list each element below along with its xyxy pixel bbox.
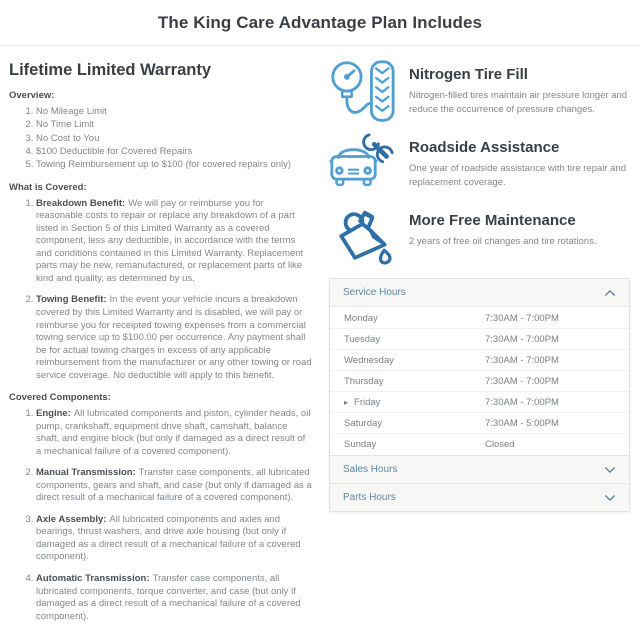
today-marker-icon: ▸ — [344, 397, 349, 407]
list-item — [36, 514, 312, 564]
day-label: Tuesday — [344, 333, 381, 345]
hours-row — [330, 413, 629, 434]
components-list — [9, 408, 312, 623]
item-text: Transfer case components, all lubricated components, gears and shaft, and case (but only if damaged as a direct result of a mechanical failure of a covered component). — [36, 467, 312, 504]
feature-text — [409, 59, 630, 125]
time-value: 7:30AM - 7:00PM — [485, 354, 559, 366]
item-term: Towing Benefit: — [36, 294, 107, 306]
item-text: We will pay or reimburse you for reasonable costs to repair or replace any breakdown of a part listed in Section 5 of this Limited Warranty as a covered component, less any deductible, in accordance with the terms and conditions contained in this Limited Warranty. Replacement parts may be new, remanufactured, or replacement parts of like kind and quality, as determined by us. — [36, 197, 304, 284]
item-term: Manual Transmission: — [36, 467, 136, 479]
list-item — [36, 294, 312, 382]
list-item: 2. No Time Limit — [36, 119, 312, 131]
feature-description: Nitrogen-filled tires maintain air pressure longer and reduce the occurrence of pressure changes. — [409, 90, 628, 116]
feature-heading: Roadside Assistance — [409, 139, 560, 156]
day-label: Monday — [344, 312, 378, 324]
feature-description: 2 years of free oil changes and tire rotations. — [409, 236, 597, 247]
covered-label: What is Covered: — [9, 181, 87, 193]
hours-row — [330, 308, 629, 329]
accordion-label: Sales Hours — [343, 464, 398, 475]
accordion-label: Service Hours — [343, 287, 406, 298]
list-item — [36, 198, 312, 286]
covered-list — [9, 198, 312, 382]
list-item — [36, 408, 312, 458]
accordion-label: Parts Hours — [343, 492, 396, 503]
content — [0, 46, 640, 632]
overview-list — [9, 106, 312, 172]
list-item — [36, 467, 312, 505]
time-value: 7:30AM - 7:00PM — [485, 375, 559, 387]
time-value: 7:30AM - 7:00PM — [485, 396, 559, 408]
item-term: Breakdown Benefit: — [36, 197, 126, 209]
hours-accordion — [329, 278, 630, 512]
title-bar — [0, 0, 640, 46]
components-label: Covered Components: — [9, 392, 111, 404]
day-label: Saturday — [344, 417, 383, 429]
day-label: Thursday — [344, 375, 384, 387]
hours-row — [330, 434, 629, 454]
oil-can-icon — [329, 205, 395, 271]
item-term: Automatic Transmission: — [36, 573, 150, 584]
item-text: All lubricated components and piston, cylinder heads, oil pump, crankshaft, equipment drive shaft, camshaft, balance shaft, and engine block (but only if damaged as a direct result of a mechanical failure of a covered component). — [36, 408, 311, 457]
car-wrench-icon — [329, 132, 395, 198]
hours-row — [330, 350, 629, 371]
accordion-header-service-hours[interactable] — [330, 279, 629, 306]
feature-text — [409, 132, 630, 198]
list-item: 3. No Cost to You — [36, 133, 312, 145]
tire-pressure-gauge-icon — [329, 59, 395, 125]
time-value: 7:30AM - 5:00PM — [485, 417, 559, 429]
warranty-column — [9, 59, 312, 632]
list-item: 5. Towing Reimbursement up to $100 (for covered repairs only) — [36, 159, 312, 171]
list-item: 4. $100 Deductible for Covered Repairs — [36, 146, 312, 158]
day-label — [344, 397, 485, 408]
item-text: All lubricated components and axles and bearings, thrust washers, and drive axle housing (but only if damaged as a direct result of a mechanical failure of a covered component). — [36, 513, 301, 563]
list-item: 1. No Mileage Limit — [36, 106, 312, 118]
page-title: The King Care Advantage Plan Includes — [157, 13, 483, 32]
hours-row — [330, 371, 629, 392]
list-item — [36, 573, 312, 623]
item-text: In the event your vehicle incurs a breakdown covered by this Limited Warranty and is disabled, we will pay or reimburse you for receipted towing expenses from a commercial towing service up to $100.00 per occurrence. Any payment shall be for actual towing charges in excess of any applicable reimbursement from the manufacturer or any other towing or road service coverage. No deductible will apply to this benefit. — [36, 294, 312, 381]
chevron-down-icon — [604, 494, 616, 502]
service-hours-body — [330, 306, 629, 455]
feature-more-free-maintenance — [329, 205, 630, 271]
feature-text — [409, 205, 596, 271]
feature-roadside-assistance — [329, 132, 630, 198]
accordion-header-parts-hours[interactable] — [330, 483, 629, 511]
day-label: Sunday — [344, 438, 377, 450]
day-label: Wednesday — [344, 354, 394, 366]
feature-nitrogen-tire-fill — [329, 59, 630, 125]
time-value: 7:30AM - 7:00PM — [485, 333, 559, 345]
feature-description: One year of roadside assistance with tire repair and replacement coverage. — [409, 163, 627, 189]
chevron-up-icon — [604, 289, 616, 297]
item-term: Engine: — [36, 408, 71, 420]
warranty-heading: Lifetime Limited Warranty — [9, 61, 212, 79]
item-term: Axle Assembly: — [36, 513, 107, 525]
overview-label: Overview: — [9, 90, 55, 101]
time-value: 7:30AM - 7:00PM — [485, 312, 559, 324]
chevron-down-icon — [604, 466, 616, 474]
features-column — [329, 59, 630, 512]
feature-heading: More Free Maintenance — [409, 212, 576, 229]
time-value: Closed — [485, 438, 515, 450]
feature-heading: Nitrogen Tire Fill — [409, 66, 528, 83]
hours-row — [330, 329, 629, 350]
item-text: Transfer case components, all lubricated components, torque converter, and case (but only if damaged as a direct result of a mechanical failure of a covered component). — [36, 573, 301, 622]
hours-row-today — [330, 392, 629, 413]
day-text: Friday — [354, 396, 381, 408]
accordion-header-sales-hours[interactable] — [330, 455, 629, 483]
